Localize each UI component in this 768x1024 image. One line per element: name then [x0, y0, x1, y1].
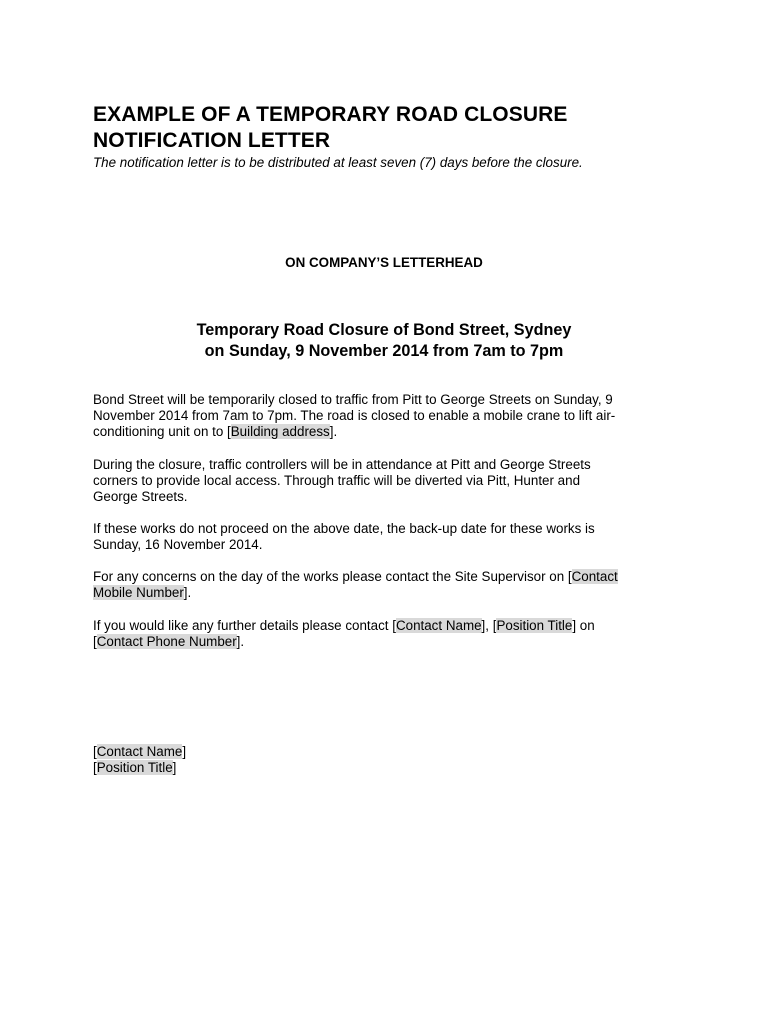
text-fragment: ]. [329, 424, 338, 439]
text-fragment: ] [172, 760, 177, 775]
letter-heading-line-2: on Sunday, 9 November 2014 from 7am to 7pm [204, 342, 564, 360]
paragraph-line [93, 585, 683, 601]
document-title-line-2: NOTIFICATION LETTER [93, 129, 331, 152]
text-fragment: ] on [572, 618, 595, 633]
signature-name [93, 744, 186, 760]
text-fragment: ], [ [481, 618, 497, 633]
paragraph-site-supervisor [93, 569, 683, 601]
signature-block [93, 744, 186, 776]
contact-name-placeholder: Contact Name [395, 618, 482, 633]
paragraph-line: Bond Street will be temporarily closed to traffic from Pitt to George Streets on Sunday, 9 [93, 392, 613, 407]
text-fragment: For any concerns on the day of the works please contact the Site Supervisor on [ [93, 569, 572, 584]
signature-name-placeholder: Contact Name [96, 744, 183, 759]
paragraph-backup-date [93, 521, 683, 553]
text-fragment: ]. [183, 585, 192, 600]
document-title [93, 102, 693, 154]
paragraph-line: November 2014 from 7am to 7pm. The road is closed to enable a mobile crane to lift air- [93, 408, 616, 423]
paragraph-closure-details [93, 392, 683, 440]
paragraph-further-details [93, 618, 683, 650]
paragraph-line: corners to provide local access. Through traffic will be diverted via Pitt, Hunter and [93, 473, 581, 488]
text-fragment: If you would like any further details please contact [ [93, 618, 396, 633]
paragraph-line [93, 569, 683, 585]
paragraph-line: If these works do not proceed on the above date, the back-up date for these works is [93, 521, 595, 536]
text-fragment: [ [93, 634, 97, 649]
paragraph-line [93, 618, 683, 634]
contact-phone-placeholder: Contact Phone Number [96, 634, 237, 649]
text-fragment: ] [182, 744, 187, 759]
paragraph-line [93, 634, 683, 650]
letterhead-note: ON COMPANY’S LETTERHEAD [285, 255, 483, 270]
paragraph-line: Sunday, 16 November 2014. [93, 537, 263, 552]
position-title-placeholder: Position Title [496, 618, 573, 633]
text-fragment: [ [93, 744, 97, 759]
signature-position-placeholder: Position Title [96, 760, 173, 775]
contact-mobile-placeholder-part-1: Contact [571, 569, 618, 584]
paragraph-line: During the closure, traffic controllers will be in attendance at Pitt and George Streets [93, 457, 591, 472]
building-address-placeholder: Building address [230, 424, 330, 439]
paragraph-line [93, 424, 683, 440]
paragraph-traffic-control [93, 457, 683, 505]
document-subtitle: The notification letter is to be distributed at least seven (7) days before the closure. [93, 155, 583, 170]
text-fragment: conditioning unit on to [ [93, 424, 231, 439]
document-title-line-1: EXAMPLE OF A TEMPORARY ROAD CLOSURE [93, 103, 568, 126]
paragraph-line: George Streets. [93, 489, 188, 504]
contact-mobile-placeholder-part-2: Mobile Number [93, 585, 184, 600]
signature-position [93, 760, 186, 776]
text-fragment: ]. [236, 634, 245, 649]
text-fragment: [ [93, 760, 97, 775]
letter-heading-line-1: Temporary Road Closure of Bond Street, Sydney [196, 321, 572, 339]
letter-heading [0, 320, 768, 362]
